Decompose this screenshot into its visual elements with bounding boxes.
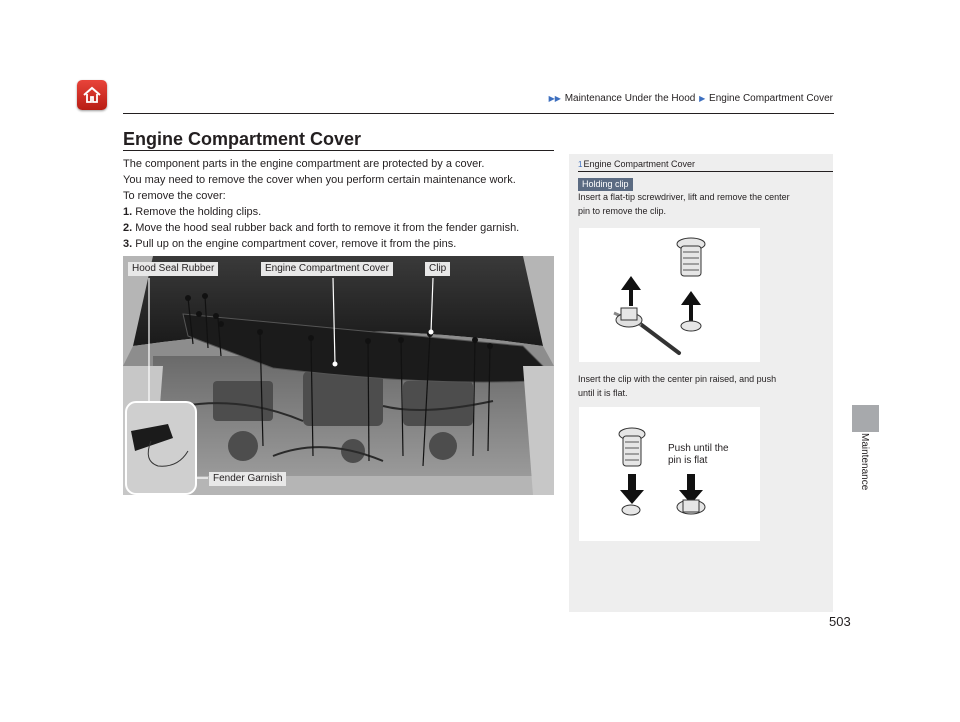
page-title: Engine Compartment Cover	[123, 129, 362, 149]
home-button[interactable]	[77, 80, 107, 110]
note-insert-text: Insert the clip with the center pin raised, and push until it is flat.	[578, 374, 777, 398]
clip-install-illustration	[579, 407, 760, 541]
intro-line: You may need to remove the cover when you perform certain maintenance work.	[123, 174, 516, 186]
step-item: 1. Remove the holding clips.	[123, 206, 262, 218]
note-divider	[578, 171, 833, 172]
callout-fender-garnish: Fender Garnish	[209, 472, 286, 486]
callout-hood-seal-rubber: Hood Seal Rubber	[128, 262, 218, 276]
home-icon	[82, 85, 102, 105]
intro-line: The component parts in the engine compartment are protected by a cover.	[123, 158, 485, 170]
title-divider	[123, 150, 554, 151]
step-item: 3. Pull up on the engine compartment cover, remove it from the pins.	[123, 238, 457, 250]
breadcrumb	[520, 93, 833, 104]
breadcrumb-arrow-icon: ▶▶	[548, 94, 561, 103]
clip-install-icon	[579, 407, 760, 541]
note-remove-text: Insert a flat-tip screwdriver, lift and remove the center pin to remove the clip.	[578, 192, 790, 216]
engine-compartment-figure	[123, 256, 554, 495]
breadcrumb-item[interactable]: Maintenance Under the Hood	[564, 93, 696, 104]
step-item: 2. Move the hood seal rubber back and forth to remove it from the fender garnish.	[123, 222, 520, 234]
callout-engine-compartment-cover: Engine Compartment Cover	[261, 262, 393, 276]
note-header: 1Engine Compartment Cover	[578, 159, 696, 169]
intro-line: To remove the cover:	[123, 190, 226, 202]
clip-removal-illustration	[579, 228, 760, 362]
breadcrumb-arrow-icon: ▶	[699, 94, 706, 103]
instructions	[123, 156, 563, 252]
engine-compartment-illustration	[123, 256, 554, 495]
header-divider	[123, 113, 834, 114]
callout-clip: Clip	[425, 262, 450, 276]
clip-removal-icon	[579, 228, 760, 362]
page-number: 503	[829, 614, 851, 629]
section-label: Maintenance	[859, 433, 870, 491]
breadcrumb-item[interactable]: Engine Compartment Cover	[709, 93, 833, 104]
push-label: Push until the pin is flat	[668, 443, 729, 466]
holding-clip-badge: Holding clip	[578, 178, 633, 191]
